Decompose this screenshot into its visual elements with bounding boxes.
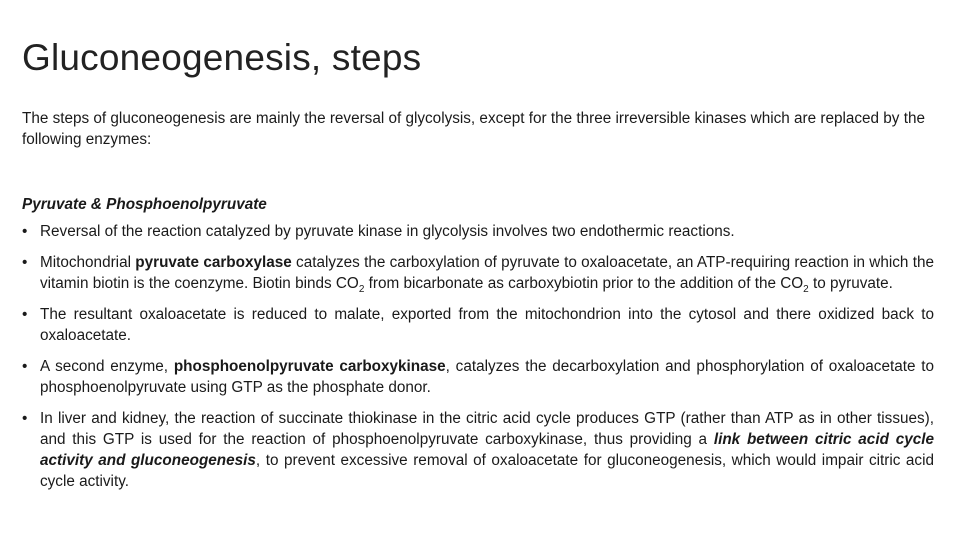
subscript: 2 — [803, 284, 809, 296]
bullet-text: Reversal of the reaction catalyzed by pyruvate kinase in glycolysis involves two endothermic reactions. — [40, 223, 735, 240]
bullet-text: , to prevent excessive removal of oxaloacetate for gluconeogenesis, which would impair citric acid cycle activity. — [40, 452, 934, 490]
bullet-text: , catalyzes the decarboxylation and phosphorylation of oxaloacetate to phosphoenolpyruvate using GTP as the phosphate donor. — [40, 358, 935, 396]
slide-body — [22, 108, 934, 492]
bullet-text: from bicarbonate as carboxybiotin prior to the addition of the CO — [364, 275, 804, 292]
slide-title: Gluconeogenesis, steps — [22, 37, 422, 78]
emphasis-text: link between citric acid cycle activity and gluconeogenesis — [40, 431, 934, 469]
section-subheading: Pyruvate & Phosphoenolpyruvate — [22, 196, 267, 213]
bullet-item — [22, 252, 934, 294]
bullet-text: A second enzyme, — [40, 358, 174, 375]
subscript: 2 — [358, 284, 365, 296]
bullet-list — [22, 221, 934, 492]
bullet-text: Mitochondrial — [40, 254, 136, 271]
bullet-dot-icon: • — [22, 306, 28, 323]
enzyme-name: pyruvate carboxylase — [135, 254, 292, 271]
bullet-text: to pyruvate. — [808, 275, 893, 292]
bullet-text: In liver and kidney, the reaction of succinate thiokinase in the citric acid cycle produces GTP (rather than ATP as in other tissues), and this GTP is used for the reaction of phosphoenolpyruvate carboxykinase, thus providing a — [40, 410, 934, 448]
intro-paragraph: The steps of gluconeogenesis are mainly the reversal of glycolysis, except for the three irreversible kinases which are replaced by the following enzymes: — [22, 110, 925, 148]
bullet-dot-icon: • — [22, 410, 28, 427]
bullet-text: catalyzes the carboxylation of pyruvate to oxaloacetate, an ATP-requiring reaction in which the vitamin biotin is the coenzyme. Biotin binds CO — [40, 254, 934, 292]
bullet-text: The resultant oxaloacetate is reduced to malate, exported from the mitochondrion into the cytosol and there oxidized back to oxaloacetate. — [40, 306, 934, 344]
bullet-item — [22, 408, 934, 492]
bullet-item — [22, 221, 934, 242]
bullet-dot-icon: • — [22, 254, 28, 271]
bullet-item — [22, 304, 934, 346]
enzyme-name: phosphoenolpyruvate carboxykinase — [173, 358, 446, 375]
bullet-dot-icon: • — [22, 223, 28, 240]
bullet-dot-icon: • — [22, 358, 28, 375]
bullet-item — [22, 356, 934, 398]
